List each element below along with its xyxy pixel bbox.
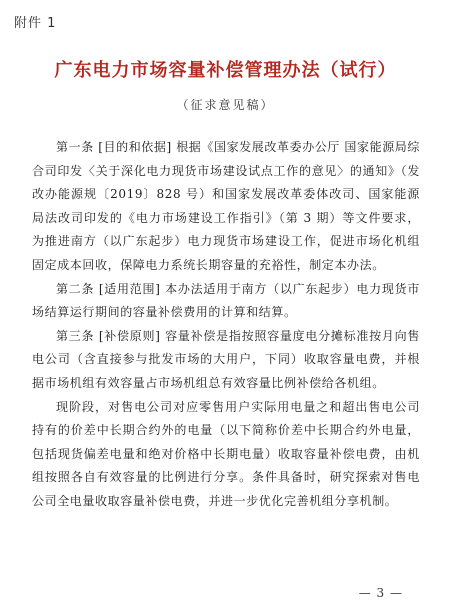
article-2-paragraph: 第二条 [适用范围] 本办法适用于南方（以广东起步）电力现货市场结算运行期间的容量补偿费用的计算和结算。 xyxy=(32,281,420,320)
article-3-paragraph: 第三条 [补偿原则] 容量补偿是指按照容量度电分摊标准按月向售电公司（含直接参与批发市场的大用户，下同）收取容量电费，并根据市场机组有效容量占市场机组总有效容量比例补偿给各机组。 xyxy=(32,328,420,390)
attachment-label: 附件 1 xyxy=(14,16,57,31)
page-number: — 3 — xyxy=(358,586,403,600)
article-1-paragraph: 第一条 [目的和依据] 根据《国家发展改革委办公厅 国家能源局综合司印发〈关于深化电力现货市场建设试点工作的意见〉的通知》（发改办能源规〔2019〕828 号）和国家发展改革委体改司、国家能源局法改司印发的《电力市场建设工作指引》（第 3 期）等文件要求，为推进南方（以广东起步）电力现货市场建设工作，促进市场化机组固定成本回收，保障电力系统长期容量的充裕性，制定本办法。 xyxy=(32,140,421,272)
document-title: 广东电力市场容量补偿管理办法（试行） xyxy=(54,60,397,81)
document-subtitle: （征求意见稿） xyxy=(176,98,275,112)
document-body xyxy=(32,136,420,514)
current-stage-paragraph: 现阶段，对售电公司对应零售用户实际用电量之和超出售电公司持有的价差中长期合约外的电量（以下简称价差中长期合约外电量，包括现货偏差电量和绝对价格中长期电量）收取容量补偿电费，由机组按照各自有效容量的比例进行分享。条件具备时，研究探索对售电公司全电量收取容量补偿电费，并进一步优化完善机组分享机制。 xyxy=(32,399,420,508)
